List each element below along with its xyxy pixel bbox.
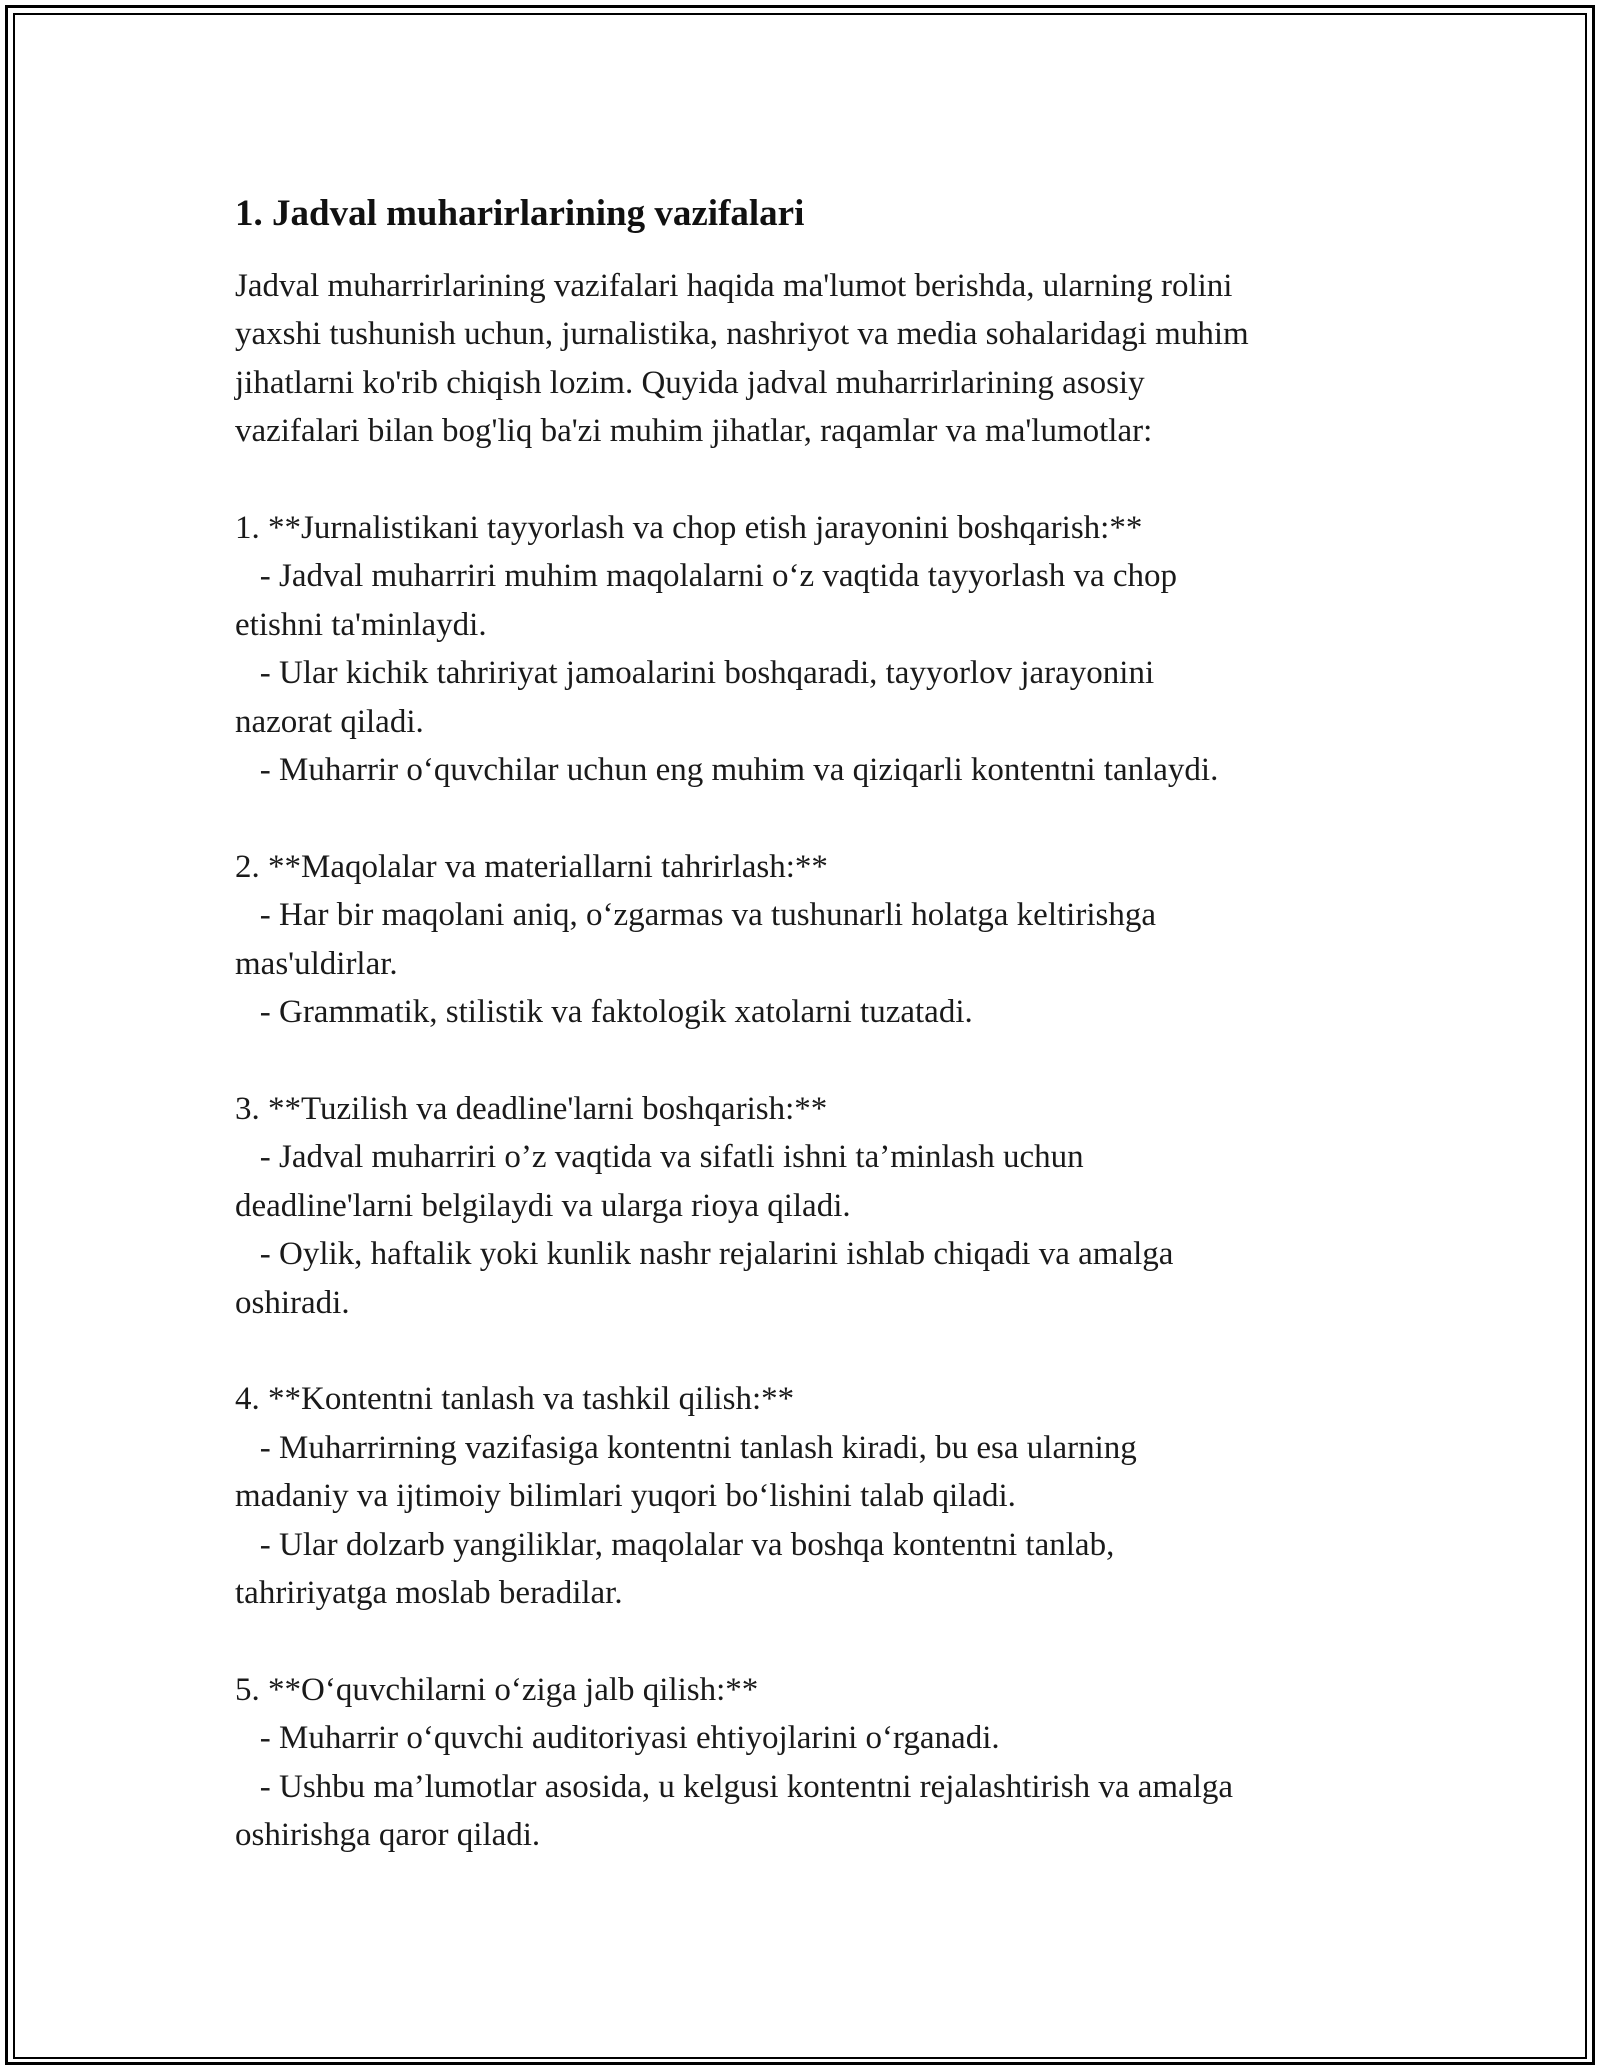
document-body: Jadval muharrirlarining vazifalari haqida ma'lumot berishda, ularning rolini yaxshi tushunish uchun, jurnalistika, nashriyot va media sohalaridagi muhim jihatlarni ko'rib chiqish lozim. Quyida jadval muharrirlarining asosiy vazifalari bilan bog'liq ba'zi muhim jihatlar, raqamlar va ma'lumotlar: 1. **Jurnalistikani tayyorlash va chop etish jarayonini boshqarish:** - Jadval muharriri muhim maqolalarni o‘z vaqtida tayyorlash va chop etishni ta'minlaydi. - Ular kichik tahririyat jamoalarini boshqaradi, tayyorlov jarayonini nazorat qiladi. - Muharrir o‘quvchilar uchun eng muhim va qiziqarli kontentni tanlaydi. 2. **Maqolalar va materiallarni tahrirlash:** - Har bir maqolani aniq, o‘zgarmas va tushunarli holatga keltirishga mas'uldirlar. - Grammatik, stilistik va faktologik xatolarni tuzatadi. 3. **Tuzilish va deadline'larni boshqarish:** - Jadval muharriri o’z vaqtida va sifatli ishni ta’minlash uchun deadline'larni belgilaydi va ularga rioya qiladi. - Oylik, haftalik yoki kunlik nashr rejalarini ishlab chiqadi va amalga oshiradi. 4. **Kontentni tanlash va tashkil qilish:** - Muharrirning vazifasiga kontentni tanlash kiradi, bu esa ularning madaniy va ijtimoiy bilimlari yuqori bo‘lishini talab qiladi. - Ular dolzarb yangiliklar, maqolalar va boshqa kontentni tanlab, tahririyatga moslab beradilar. 5. **O‘quvchilarni o‘ziga jalb qilish:** - Muharrir o‘quvchi auditoriyasi ehtiyojlarini o‘rganadi. - Ushbu ma’lumotlar asosida, u kelgusi kontentni rejalashtirish va amalga oshirishga qaror qiladi. [235,268,1249,1853]
document-page [235,188,1415,1859]
document-heading: 1. Jadval muharirlarining vazifalari [235,193,805,234]
